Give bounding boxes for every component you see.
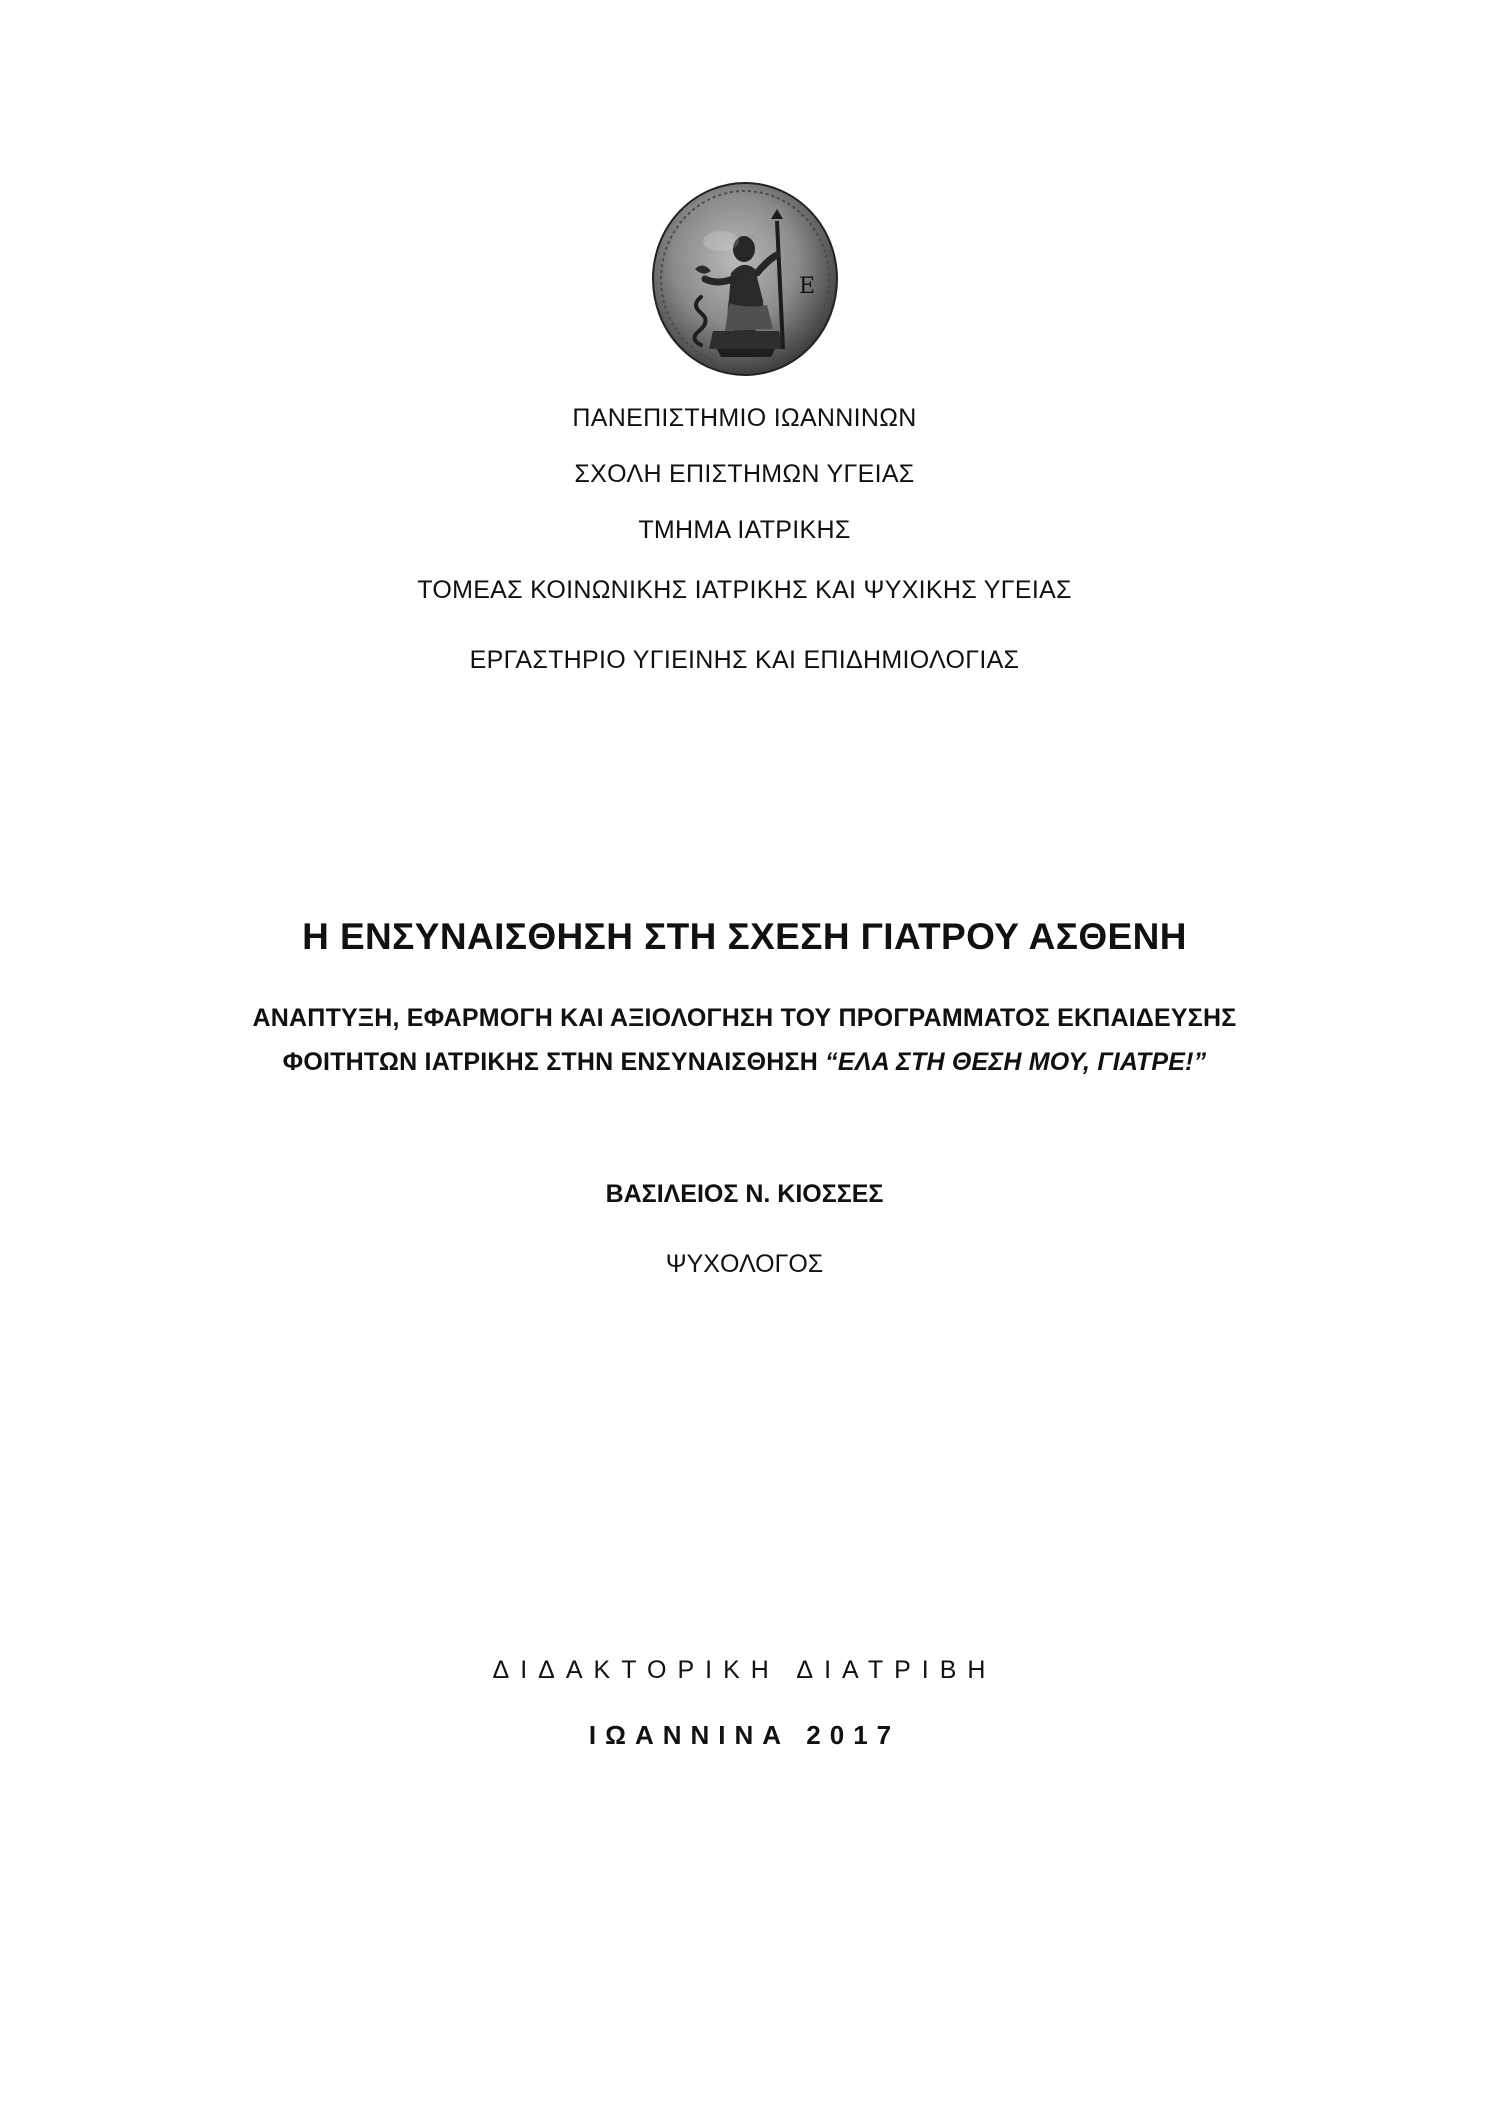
department-name: ΤΜΗΜΑ ΙΑΤΡΙΚΗΣ xyxy=(638,516,851,544)
thesis-title: Η ΕΝΣΥΝΑΙΣΘΗΣΗ ΣΤΗ ΣΧΕΣΗ ΓΙΑΤΡΟΥ ΑΣΘΕΝΗ xyxy=(302,916,1187,957)
document-type: ΔΙΔΑΚΤΟΡΙΚΗ ΔΙΑΤΡΙΒΗ xyxy=(492,1656,997,1684)
author-name: ΒΑΣΙΛΕΙΟΣ Ν. ΚΙΟΣΣΕΣ xyxy=(605,1180,884,1208)
place-year: ΙΩΑΝΝΙΝΑ 2017 xyxy=(588,1720,901,1750)
thesis-subtitle-line-1: ΑΝΑΠΤΥΞΗ, ΕΦΑΡΜΟΓΗ ΚΑΙ ΑΞΙΟΛΟΓΗΣΗ ΤΟΥ ΠΡΟΓΡΑΜΜΑΤΟΣ ΕΚΠΑΙΔΕΥΣΗΣ xyxy=(252,1004,1237,1032)
laboratory-name: ΕΡΓΑΣΤΗΡΙΟ ΥΓΙΕΙΝΗΣ ΚΑΙ ΕΠΙΔΗΜΙΟΛΟΓΙΑΣ xyxy=(469,646,1020,674)
university-coin-seal-icon xyxy=(651,181,839,377)
thesis-subtitle-plain: ΦΟΙΤΗΤΩΝ ΙΑΤΡΙΚΗΣ ΣΤΗΝ ΕΝΣΥΝΑΙΣΘΗΣΗ xyxy=(282,1048,826,1076)
school-name: ΣΧΟΛΗ ΕΠΙΣΤΗΜΩΝ ΥΓΕΙΑΣ xyxy=(574,460,915,488)
sector-name: ΤΟΜΕΑΣ ΚΟΙΝΩΝΙΚΗΣ ΙΑΤΡΙΚΗΣ ΚΑΙ ΨΥΧΙΚΗΣ ΥΓΕΙΑΣ xyxy=(417,576,1072,604)
university-name: ΠΑΝΕΠΙΣΤΗΜΙΟ ΙΩΑΝΝΙΝΩΝ xyxy=(572,404,917,432)
author-role: ΨΥΧΟΛΟΓΟΣ xyxy=(665,1250,824,1278)
thesis-subtitle-line-2 xyxy=(0,1048,1489,1077)
program-name: “ΕΛΑ ΣΤΗ ΘΕΣΗ ΜΟΥ, ΓΙΑΤΡΕ!” xyxy=(825,1048,1207,1076)
seal-letter: Ε xyxy=(799,274,816,299)
